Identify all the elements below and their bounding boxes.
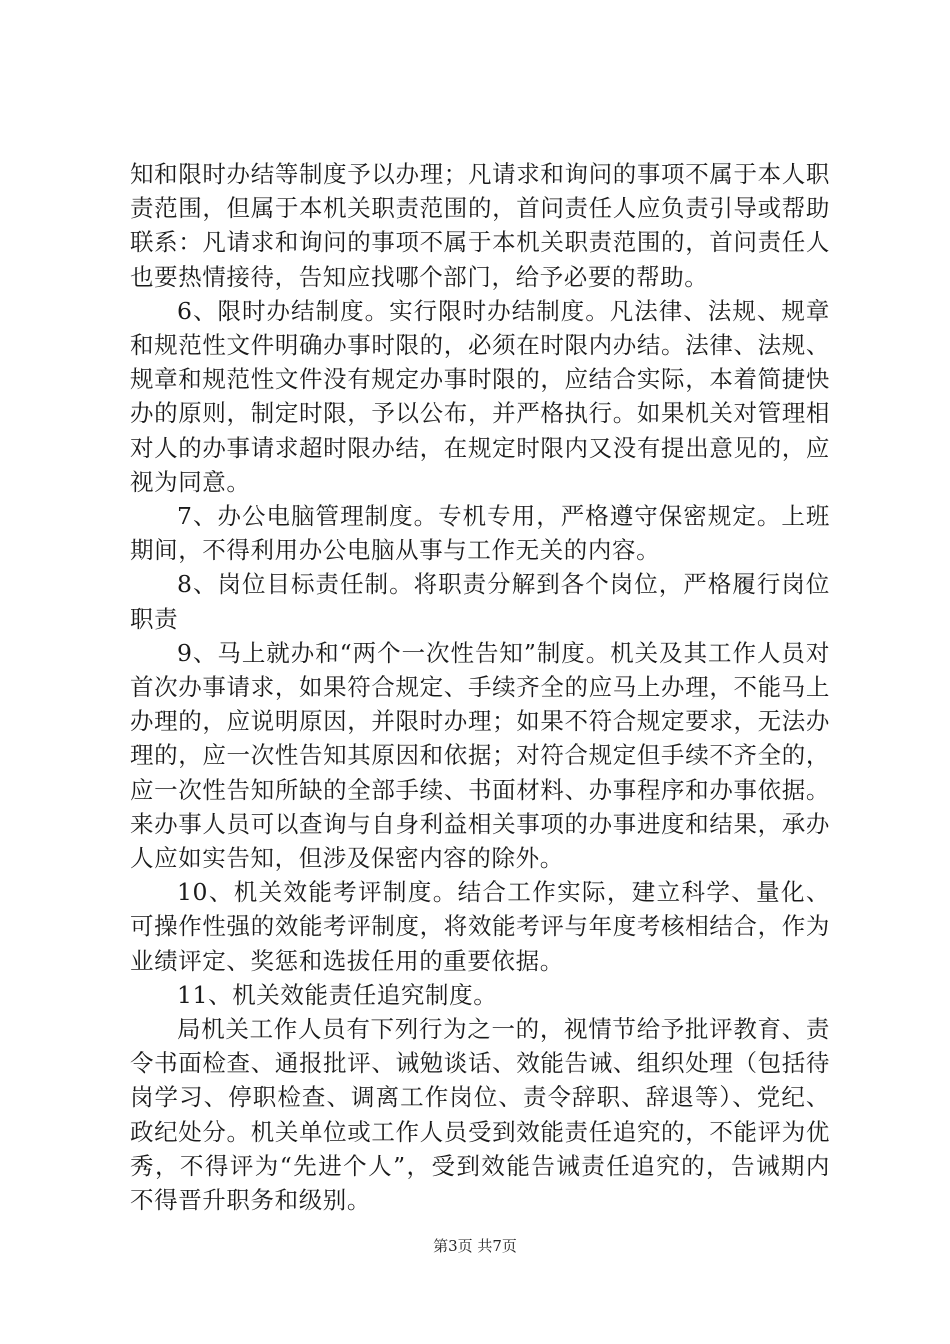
paragraph-item-9: 9、马上就办和“两个一次性告知”制度。机关及其工作人员对首次办事请求，如果符合规定、手续齐全的应马上办理，不能马上办理的，应说明原因，并限时办理；如果不符合规定要求，无法办理的，应一次性告知其原因和依据；对符合规定但手续不齐全的，应一次性告知所缺的全部手续、书面材料、办事程序和办事依据。来办事人员可以查询与自身利益相关事项的办事进度和结果，承办人应如实告知，但涉及保密内容的除外。: [130, 638, 830, 873]
paragraph-item-10: 10、机关效能考评制度。结合工作实际，建立科学、量化、可操作性强的效能考评制度，将效能考评与年度考核相结合，作为业绩评定、奖惩和选拔任用的重要依据。: [130, 878, 830, 975]
page-number-footer: 第3页 共7页: [433, 1237, 517, 1255]
document-body: [130, 157, 830, 1217]
paragraph-item-7: 7、办公电脑管理制度。专机专用，严格遵守保密规定。上班期间，不得利用办公电脑从事与工作无关的内容。: [130, 502, 830, 565]
paragraph-continuation: 知和限时办结等制度予以办理；凡请求和询问的事项不属于本人职责范围，但属于本机关职责范围的，首问责任人应负责引导或帮助联系：凡请求和询问的事项不属于本机关职责范围的，首问责任人也要热情接待，告知应找哪个部门，给予必要的帮助。: [130, 160, 830, 291]
paragraph-item-11-detail: 局机关工作人员有下列行为之一的，视情节给予批评教育、责令书面检查、通报批评、诫勉谈话、效能告诫、组织处理（包括待岗学习、停职检查、调离工作岗位、责令辞职、辞退等）、党纪、政纪处分。机关单位或工作人员受到效能责任追究的，不能评为优秀，不得评为“先进个人”，受到效能告诫责任追究的，告诫期内不得晋升职务和级别。: [130, 1015, 830, 1215]
paragraph-item-8: 8、岗位目标责任制。将职责分解到各个岗位，严格履行岗位职责: [130, 570, 830, 633]
paragraph-item-6: 6、限时办结制度。实行限时办结制度。凡法律、法规、规章和规范性文件明确办事时限的，必须在时限内办结。法律、法规、规章和规范性文件没有规定办事时限的，应结合实际，本着简捷快办的原则，制定时限，予以公布，并严格执行。如果机关对管理相对人的办事请求超时限办结，在规定时限内又没有提出意见的，应视为同意。: [130, 296, 830, 496]
paragraph-item-11: 11、机关效能责任追究制度。: [177, 980, 498, 1009]
